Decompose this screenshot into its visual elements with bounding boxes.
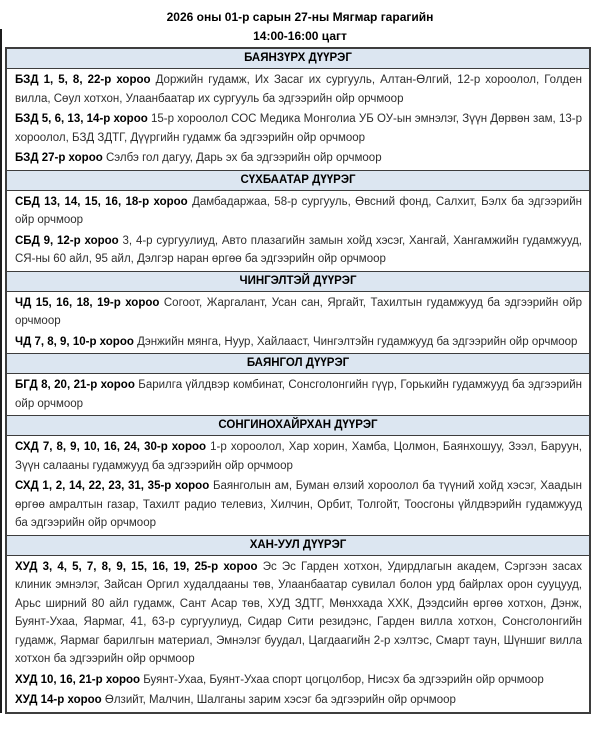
area-description: 1-р хороолол, Хар хорин, Хамба, Цолмон, Баянхошуу, Зээл, Баруун, Зүүн салааны гудамжууд ба эдгээрийн ойр орчмоор (15, 441, 582, 472)
khoroo-row (7, 231, 589, 270)
district-header: ХАН-УУЛ ДҮҮРЭГ (7, 535, 589, 556)
khoroo-list: ЧД 7, 8, 9, 10-р хороо (15, 335, 134, 348)
khoroo-row (7, 192, 589, 231)
khoroo-list: СБД 9, 12-р хороо (15, 234, 119, 247)
khoroo-row (7, 690, 589, 711)
khoroo-row (7, 109, 589, 148)
khoroo-row (7, 332, 589, 353)
district-body (7, 556, 589, 712)
page-edge-line (0, 29, 2, 713)
title-time-line: 14:00-16:00 цагт (253, 29, 347, 43)
area-description: Буянт-Ухаа, Буянт-Ухаа спорт цогцолбор, Нисэх ба эдгээрийн ойр орчмоор (143, 673, 544, 686)
district-body (7, 436, 589, 535)
khoroo-row (7, 557, 589, 670)
district-header: СҮХБААТАР ДҮҮРЭГ (7, 170, 589, 191)
area-description: Дамбадаржаа, 58-р сургууль, Өвсний фонд, Салхит, Бэлх ба эдгээрийн ойр орчмоор (15, 195, 583, 226)
area-description: 15-р хороолол СОС Медика Монголиа УБ ОУ-ын эмнэлэг, Зүүн Дөрвөн зам, 13-р хороолол, БЗД ЗДТГ, Дүүргийн гудамж ба эдгээрийн ойр орчмоор (15, 113, 582, 144)
district-section-bayanzurkh (7, 49, 589, 170)
district-section-songinokhairkhan (7, 415, 589, 535)
khoroo-list: ХУД 14-р хороо (15, 694, 102, 706)
district-header: ЧИНГЭЛТЭЙ ДҮҮРЭГ (7, 271, 589, 292)
area-description: Эс Эс Гарден хотхон, Удирдлагын академ, Сэргээн засах клиник эмнэлэг, Зайсан Оргил худалдааны төв, Улаанбаатар сувилал болон урд байрлах орон сууцууд, Арьс ширний 80 айл гудамж, Сант Асар төв, ХУД ЗДТГ, Мөнххада ХХК, Дээдсийн өргөө хотхон, Дэнж, Буянт-Ухаа, Яармаг, 41, 63-р сургуулиуд, Сидар Сити резидэнс, Гарден вилла хотхон, Сонсголонгийн гудамж, Яармаг барилгын материал, Эмнэлэг буудал, Цагдаагийн 2-р хэлтэс, Смарт таун, Шүншиг вилла хотхон ба эдгээрийн ойр орчмоор (15, 560, 582, 665)
khoroo-list: ЧД 15, 16, 18, 19-р хороо (15, 296, 160, 309)
district-body (7, 69, 589, 170)
area-description: Дэнжийн мянга, Нуур, Хайлааст, Чингэлтэйн гудамжууд ба эдгээрийн ойр орчмоор (137, 335, 578, 348)
outage-schedule-table (5, 47, 591, 714)
khoroo-list: СХД 1, 2, 14, 22, 23, 31, 35-р хороо (15, 480, 210, 492)
district-body (7, 191, 589, 271)
district-section-sukhbaatar (7, 170, 589, 271)
district-section-khan-uul (7, 535, 589, 712)
khoroo-list: БГД 8, 20, 21-р хороо (15, 379, 135, 391)
title-date-line: 2026 оны 01-р сарын 27-ны Мягмар гарагийн (166, 10, 434, 24)
district-header: БАЯНГОЛ ДҮҮРЭГ (7, 353, 589, 374)
district-body (7, 374, 589, 415)
khoroo-list: СХД 7, 8, 9, 10, 16, 24, 30-р хороо (15, 441, 207, 453)
area-description: Өлзийт, Малчин, Шалганы зарим хэсэг ба эдгээрийн ойр орчмоор (104, 694, 456, 706)
district-body (7, 292, 589, 354)
area-description: Доржийн гудамж, Их Засаг их сургууль, Алтан-Өлгий, 12-р хороолол, Голден вилла, Сөул хотхон, Улаанбаатар их сургууль ба эдгээрийн ойр орчмоор (15, 74, 582, 105)
khoroo-list: ХУД 10, 16, 21-р хороо (15, 673, 141, 686)
khoroo-row (7, 437, 589, 476)
khoroo-list: ХУД 3, 4, 5, 7, 8, 9, 15, 16, 19, 25-р хороо (15, 560, 258, 573)
district-section-bayangol (7, 353, 589, 415)
khoroo-list: БЗД 5, 6, 13, 14-р хороо (15, 113, 148, 125)
area-description: Согоот, Жаргалант, Усан сан, Яргайт, Тахилтын гудамжууд ба эдгээрийн ойр орчмоор (15, 296, 582, 327)
area-description: Барилга үйлдвэр комбинат, Сонсголонгийн гүүр, Горькийн гудамжууд ба эдгээрийн ойр орчмоор (15, 379, 582, 410)
area-description: 3, 4-р сургуулиуд, Авто плазагийн замын хойд хэсэг, Хангай, Хангамжийн гудамжууд, СЯ-ны 60 айл, 95 айл, Дэлгэр наран өргөө ба эдгээрийн ойр орчмоор (15, 234, 582, 265)
district-section-chingeltei (7, 271, 589, 354)
khoroo-row (7, 293, 589, 332)
khoroo-row (7, 70, 589, 109)
district-header: БАЯНЗҮРХ ДҮҮРЭГ (7, 49, 589, 69)
khoroo-row (7, 148, 589, 169)
area-description: Баянголын ам, Буман өлзий хороолол ба түүний хойд хэсэг, Хаадын өргөө амралтын газар, Тахилт радио телевиз, Хилчин, Орбит, Толгойт, Тоосгоны үйлдвэрийн гудамжууд ба эдгээрийн ойр орчмоор (15, 480, 582, 529)
area-description: Сэлбэ гол дагуу, Дарь эх ба эдгээрийн ойр орчмоор (105, 152, 382, 164)
khoroo-row (7, 670, 589, 691)
khoroo-row (7, 375, 589, 414)
document-title (0, 0, 600, 46)
khoroo-list: БЗД 27-р хороо (15, 152, 103, 164)
khoroo-row (7, 476, 589, 534)
district-header: СОНГИНОХАЙРХАН ДҮҮРЭГ (7, 415, 589, 436)
khoroo-list: СБД 13, 14, 15, 16, 18-р хороо (15, 195, 188, 208)
khoroo-list: БЗД 1, 5, 8, 22-р хороо (15, 74, 151, 86)
